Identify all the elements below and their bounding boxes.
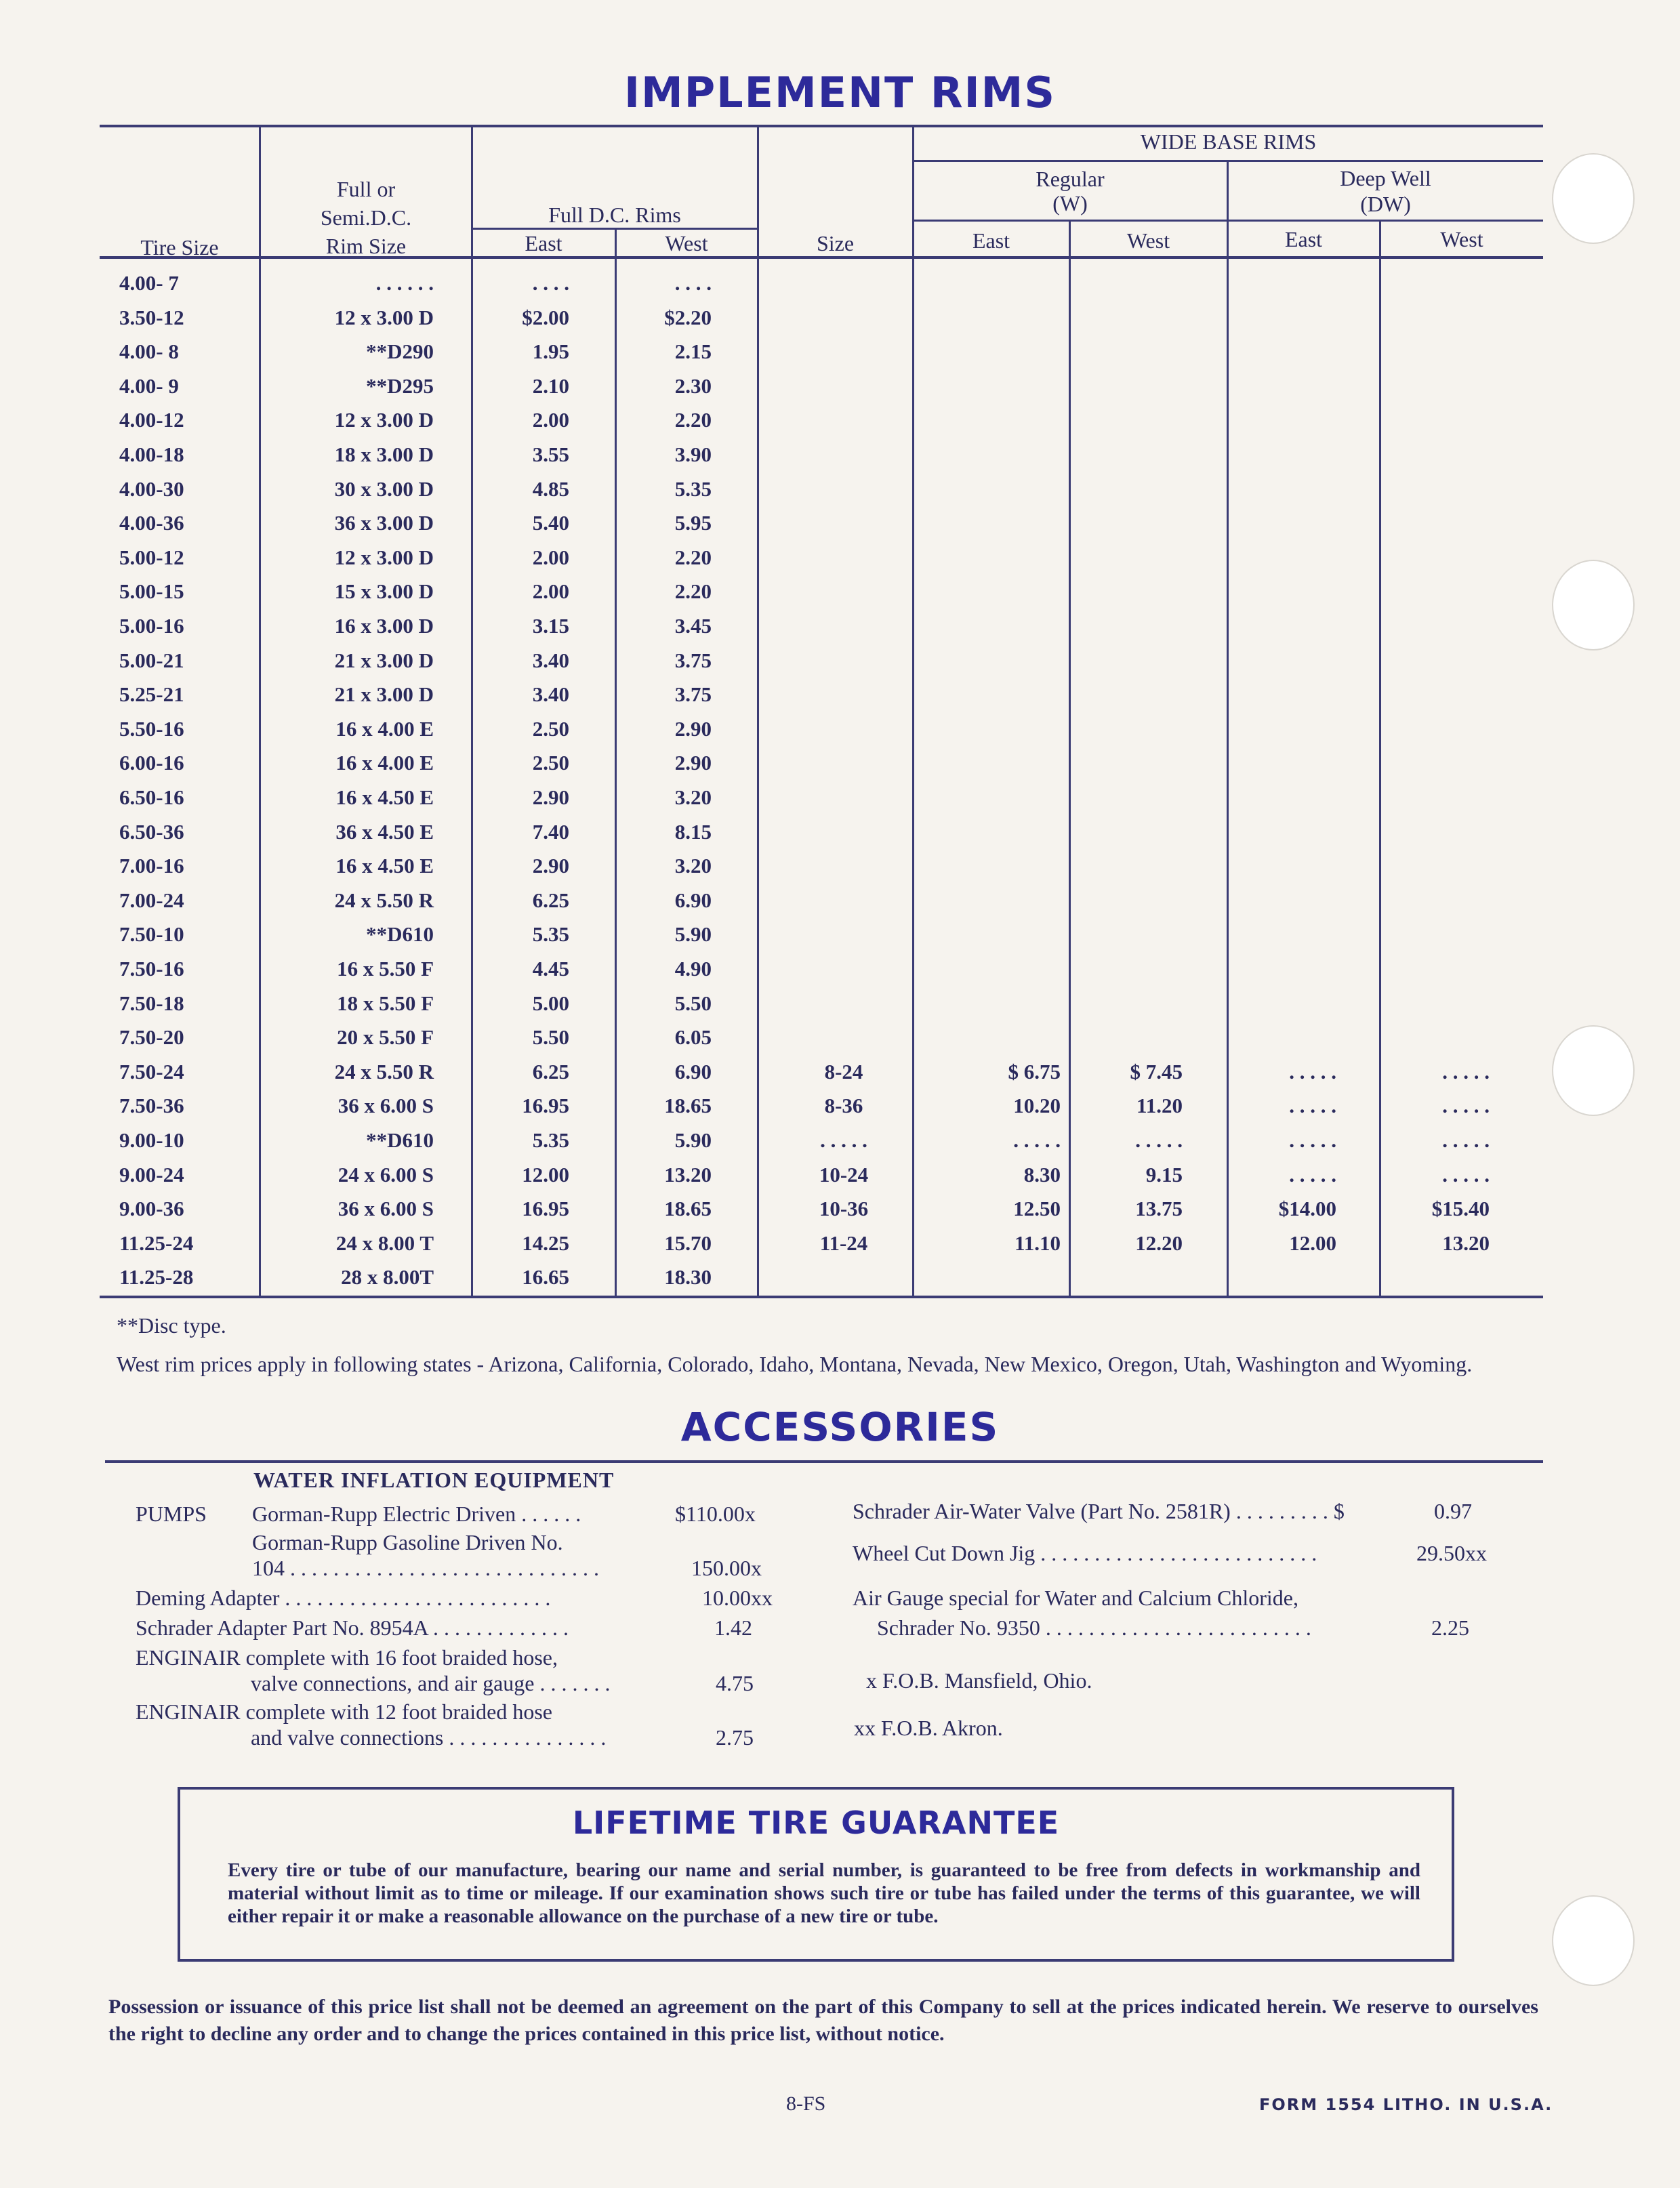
wide-base-size-cell: 10-36 <box>819 1197 869 1221</box>
air-gauge-price: 2.25 <box>1431 1615 1469 1640</box>
rim-size-cell: **D610 <box>366 922 434 947</box>
wide-base-size-cell: 10-24 <box>819 1162 869 1186</box>
tire-size-cell: 7.50-16 <box>119 957 184 981</box>
rim-size-cell: **D295 <box>366 373 434 398</box>
header-size: Size <box>816 231 855 255</box>
disclaimer-text: Possession or issuance of this price list shall not be deemed an agreement on the part of this Company to sell at the prices indicated herein. We reserve to ourselves the right to decline any order and to change the prices contained in this price list, without notice. <box>108 1996 1538 2045</box>
full-dc-east-cell: 2.10 <box>532 373 569 398</box>
rim-size-cell: 16 x 5.50 F <box>337 957 434 981</box>
rim-size-cell: 12 x 3.00 D <box>334 545 434 569</box>
tire-size-cell: 11.25-28 <box>119 1265 194 1289</box>
full-dc-west-cell: 5.90 <box>674 1128 712 1152</box>
header-regular-text: Regular (W) <box>1036 167 1105 215</box>
schrader-adapter-price: 1.42 <box>714 1615 752 1640</box>
regular-west-cell: $ 7.45 <box>1130 1059 1183 1083</box>
rim-size-cell: 24 x 5.50 R <box>334 888 434 912</box>
deep-well-east-cell: $14.00 <box>1278 1197 1336 1221</box>
tire-size-cell: 7.50-20 <box>119 1025 184 1050</box>
enginair-16-line2: valve connections, and air gauge . . . . . . . <box>251 1671 611 1695</box>
tire-size-cell: 9.00-10 <box>119 1128 184 1152</box>
wide-base-size-cell: 11-24 <box>819 1231 868 1255</box>
full-dc-east-cell: 2.00 <box>532 545 569 569</box>
col-divider-7 <box>1227 160 1229 1298</box>
full-dc-west-cell: 5.50 <box>674 991 712 1015</box>
full-dc-east-cell: 7.40 <box>532 819 569 844</box>
tire-size-cell: 3.50-12 <box>119 305 184 329</box>
schrader-adapter: Schrader Adapter Part No. 8954A . . . . . . . . . . . . . <box>136 1615 569 1640</box>
full-dc-east-cell: 16.95 <box>522 1094 569 1118</box>
rim-size-cell: . . . . . . <box>375 271 434 295</box>
tire-size-cell: 4.00-30 <box>119 476 184 501</box>
rim-size-cell: 36 x 6.00 S <box>337 1094 434 1118</box>
guarantee-text: Every tire or tube of our manufacture, bearing our name and serial number, is guaranteed to be free from defects in workmanship and material without limit as to time or mileage. If our examination shows such tire or tube has failed under the terms of this guarantee, we will either repair it or make a reasonable allowance on the purchase of a new tire or tube. <box>228 1859 1420 1927</box>
full-dc-west-cell: 5.35 <box>674 476 712 501</box>
full-dc-west-cell: 2.20 <box>674 579 712 604</box>
fob-akron: xx F.O.B. Akron. <box>854 1716 1003 1740</box>
full-dc-east-cell: 2.90 <box>532 785 569 809</box>
rim-size-cell: 24 x 5.50 R <box>334 1059 434 1083</box>
binder-hole-3 <box>1552 1025 1635 1116</box>
rim-size-cell: 24 x 6.00 S <box>337 1162 434 1186</box>
full-dc-west-cell: . . . . <box>674 271 712 295</box>
full-dc-east-cell: 3.15 <box>532 614 569 638</box>
col-divider-5 <box>912 126 914 1298</box>
accessories-title: ACCESSORIES <box>680 1404 1000 1450</box>
wheel-jig-price: 29.50xx <box>1416 1541 1487 1565</box>
col-divider-4 <box>757 126 759 1298</box>
regular-west-cell: 11.20 <box>1136 1094 1183 1118</box>
full-dc-west-cell: 18.30 <box>664 1265 712 1289</box>
full-dc-west-cell: 5.90 <box>674 922 712 947</box>
tire-size-cell: 7.50-24 <box>119 1059 184 1083</box>
col-divider-6 <box>1069 220 1071 1298</box>
tire-size-cell: 9.00-36 <box>119 1197 184 1221</box>
deep-well-east-cell: 12.00 <box>1289 1231 1336 1255</box>
full-dc-east-cell: 3.55 <box>532 442 569 466</box>
tire-size-cell: 4.00- 7 <box>119 271 179 295</box>
col-divider-1 <box>259 126 261 1298</box>
regular-east-cell: 12.50 <box>1013 1197 1061 1221</box>
table-bottom-rule <box>100 1296 1543 1298</box>
full-dc-east-cell: 5.50 <box>532 1025 569 1050</box>
header-deep-well-west: West <box>1440 227 1483 251</box>
regular-east-cell: 8.30 <box>1023 1162 1061 1186</box>
full-dc-east-cell: 14.25 <box>522 1231 569 1255</box>
full-dc-west-cell: 2.90 <box>674 716 712 741</box>
deep-well-west-cell: 13.20 <box>1442 1231 1490 1255</box>
full-dc-west-cell: 3.20 <box>674 785 712 809</box>
col-divider-2 <box>471 126 473 1298</box>
wheel-jig: Wheel Cut Down Jig . . . . . . . . . . . . . . . . . . . . . . . . . . <box>853 1541 1317 1565</box>
full-dc-west-cell: 8.15 <box>674 819 712 844</box>
tire-size-cell: 6.50-16 <box>119 785 184 809</box>
pump-electric-price: $110.00x <box>675 1502 756 1526</box>
regular-east-cell: $ 6.75 <box>1008 1059 1061 1083</box>
air-gauge-line2: Schrader No. 9350 . . . . . . . . . . . . . . . . . . . . . . . . . <box>877 1615 1311 1640</box>
binder-hole-1 <box>1552 153 1635 244</box>
tire-size-cell: 7.50-18 <box>119 991 184 1015</box>
enginair-16-line1: ENGINAIR complete with 16 foot braided hose, <box>136 1645 558 1670</box>
full-dc-east-cell: 16.95 <box>522 1197 569 1221</box>
full-dc-west-cell: 6.90 <box>674 1059 712 1083</box>
rim-size-cell: 21 x 3.00 D <box>334 682 434 707</box>
header-deep-well-east: East <box>1284 227 1323 251</box>
full-dc-east-cell: 3.40 <box>532 648 569 672</box>
tire-size-cell: 4.00-12 <box>119 408 184 432</box>
rim-size-cell: 36 x 6.00 S <box>337 1197 434 1221</box>
rim-size-cell: 16 x 4.50 E <box>335 785 434 809</box>
full-dc-east-cell: 12.00 <box>522 1162 569 1186</box>
full-dc-west-cell: 6.05 <box>674 1025 712 1050</box>
full-dc-west-cell: 4.90 <box>674 957 712 981</box>
deep-well-west-cell: . . . . . <box>1442 1059 1490 1083</box>
full-dc-west-cell: $2.20 <box>664 305 712 329</box>
rim-size-cell: 15 x 3.00 D <box>334 579 434 604</box>
rim-size-cell: **D290 <box>366 339 434 364</box>
full-dc-east-cell: 5.40 <box>532 511 569 535</box>
header-deep-well-text: Deep Well (DW) <box>1340 166 1431 216</box>
regular-east-cell: . . . . . <box>1013 1128 1061 1152</box>
tire-size-cell: 6.00-16 <box>119 751 184 775</box>
rim-size-cell: 24 x 8.00 T <box>335 1231 434 1255</box>
rim-size-cell: 16 x 3.00 D <box>334 614 434 638</box>
wide-base-size-cell: 8-36 <box>824 1094 863 1118</box>
guarantee-box <box>178 1787 1454 1962</box>
pump-electric: Gorman-Rupp Electric Driven . . . . . . <box>252 1502 581 1526</box>
pump-gasoline-line2: 104 . . . . . . . . . . . . . . . . . . . . . . . . . . . . . <box>252 1556 599 1580</box>
regular-east-cell: 11.10 <box>1014 1231 1061 1255</box>
full-dc-west-cell: 3.75 <box>674 682 712 707</box>
implement-rims-title: IMPLEMENT RIMS <box>623 68 1057 117</box>
page-number: 8-FS <box>786 2092 826 2115</box>
full-dc-west-cell: 2.30 <box>674 373 712 398</box>
header-rim-size-text: Full or Semi.D.C. Rim Size <box>320 177 412 258</box>
full-dc-west-cell: 3.75 <box>674 648 712 672</box>
fob-mansfield: x F.O.B. Mansfield, Ohio. <box>866 1668 1092 1693</box>
full-dc-west-cell: 5.95 <box>674 511 712 535</box>
regular-west-cell: 13.75 <box>1135 1197 1183 1221</box>
rim-size-cell: 20 x 5.50 F <box>337 1025 434 1050</box>
regular-west-cell: 12.20 <box>1135 1231 1183 1255</box>
header-regular-w <box>914 167 1227 215</box>
full-dc-east-cell: 1.95 <box>532 339 569 364</box>
full-dc-west-cell: 18.65 <box>664 1094 712 1118</box>
header-full-dc-east: East <box>525 231 562 255</box>
enginair-12-price: 2.75 <box>716 1725 754 1750</box>
deep-well-east-cell: . . . . . <box>1289 1059 1336 1083</box>
full-dc-east-cell: 2.00 <box>532 408 569 432</box>
header-regular-east: East <box>972 228 1010 253</box>
tire-size-cell: 4.00- 9 <box>119 373 179 398</box>
header-regular-west: West <box>1126 228 1170 253</box>
binder-hole-2 <box>1552 560 1635 651</box>
full-dc-east-cell: 2.50 <box>532 751 569 775</box>
tire-size-cell: 4.00-18 <box>119 442 184 466</box>
enginair-16-price: 4.75 <box>716 1671 754 1695</box>
deep-well-west-cell: . . . . . <box>1442 1162 1490 1186</box>
rim-size-cell: 12 x 3.00 D <box>334 305 434 329</box>
deep-well-west-cell: $15.40 <box>1431 1197 1490 1221</box>
form-note: FORM 1554 LITHO. IN U.S.A. <box>1259 2095 1553 2114</box>
tire-size-cell: 4.00- 8 <box>119 339 179 364</box>
full-dc-west-cell: 3.45 <box>674 614 712 638</box>
tire-size-cell: 5.00-21 <box>119 648 184 672</box>
full-dc-west-cell: 2.15 <box>674 339 712 364</box>
full-dc-west-cell: 3.20 <box>674 854 712 878</box>
wide-base-size-cell: . . . . . <box>820 1128 867 1152</box>
tire-size-cell: 7.00-16 <box>119 854 184 878</box>
water-inflation-heading: WATER INFLATION EQUIPMENT <box>253 1468 615 1492</box>
full-dc-east-cell: . . . . <box>532 271 569 295</box>
tire-size-cell: 7.00-24 <box>119 888 184 912</box>
pump-gasoline-line1: Gorman-Rupp Gasoline Driven No. <box>252 1530 563 1554</box>
full-dc-west-cell: 15.70 <box>664 1231 712 1255</box>
deep-well-east-cell: . . . . . <box>1289 1128 1336 1152</box>
deep-well-east-cell: . . . . . <box>1289 1094 1336 1118</box>
regular-west-cell: 9.15 <box>1145 1162 1183 1186</box>
enginair-12-line2: and valve connections . . . . . . . . . . . . . . . <box>251 1725 607 1750</box>
full-dc-east-cell: 5.35 <box>532 922 569 947</box>
rim-size-cell: 18 x 3.00 D <box>334 442 434 466</box>
rim-size-cell: 36 x 4.50 E <box>335 819 434 844</box>
wide-base-size-cell: 8-24 <box>824 1059 863 1083</box>
rim-size-cell: 16 x 4.00 E <box>335 751 434 775</box>
full-dc-east-cell: $2.00 <box>522 305 569 329</box>
schrader-valve: Schrader Air-Water Valve (Part No. 2581R) . . . . . . . . . $ <box>853 1499 1345 1523</box>
deep-well-east-cell: . . . . . <box>1289 1162 1336 1186</box>
full-dc-east-cell: 4.85 <box>532 476 569 501</box>
full-dc-east-cell: 6.25 <box>532 888 569 912</box>
full-dc-west-cell: 3.90 <box>674 442 712 466</box>
rim-size-cell: 28 x 8.00T <box>341 1265 434 1289</box>
full-dc-west-cell: 18.65 <box>664 1197 712 1221</box>
rim-size-cell: **D610 <box>366 1128 434 1152</box>
enginair-12-line1: ENGINAIR complete with 12 foot braided hose <box>136 1699 552 1724</box>
header-rim-size <box>261 175 471 260</box>
full-dc-west-cell: 6.90 <box>674 888 712 912</box>
tire-size-cell: 5.25-21 <box>119 682 184 707</box>
regular-west-cell: . . . . . <box>1135 1128 1183 1152</box>
rim-size-cell: 30 x 3.00 D <box>334 476 434 501</box>
header-full-dc-rims: Full D.C. Rims <box>548 203 681 227</box>
header-tire-size: Tire Size <box>140 235 219 260</box>
rim-size-cell: 12 x 3.00 D <box>334 408 434 432</box>
schrader-valve-price: 0.97 <box>1434 1499 1472 1523</box>
tire-size-cell: 5.50-16 <box>119 716 184 741</box>
full-dc-east-cell: 5.35 <box>532 1128 569 1152</box>
full-dc-east-cell: 5.00 <box>532 991 569 1015</box>
tire-size-cell: 5.00-15 <box>119 579 184 604</box>
header-deep-well-dw <box>1228 165 1543 217</box>
full-dc-west-cell: 2.20 <box>674 408 712 432</box>
full-dc-east-cell: 2.00 <box>532 579 569 604</box>
tire-size-cell: 11.25-24 <box>119 1231 194 1255</box>
disc-type-footnote: **Disc type. <box>117 1313 226 1338</box>
tire-size-cell: 5.00-12 <box>119 545 184 569</box>
header-wide-base-rims: WIDE BASE RIMS <box>1140 129 1317 154</box>
pumps-label: PUMPS <box>136 1502 207 1526</box>
tire-size-cell: 7.50-36 <box>119 1094 184 1118</box>
full-dc-east-cell: 16.65 <box>522 1265 569 1289</box>
tire-size-cell: 6.50-36 <box>119 819 184 844</box>
rim-size-cell: 36 x 3.00 D <box>334 511 434 535</box>
rim-size-cell: 16 x 4.00 E <box>335 716 434 741</box>
full-dc-east-cell: 3.40 <box>532 682 569 707</box>
tire-size-cell: 5.00-16 <box>119 614 184 638</box>
full-dc-east-cell: 2.50 <box>532 716 569 741</box>
deming-adapter-price: 10.00xx <box>702 1586 773 1610</box>
full-dc-west-cell: 2.20 <box>674 545 712 569</box>
accessories-rule <box>105 1460 1543 1463</box>
binder-hole-4 <box>1552 1895 1635 1986</box>
full-dc-east-cell: 2.90 <box>532 854 569 878</box>
full-dc-east-cell: 4.45 <box>532 957 569 981</box>
deming-adapter: Deming Adapter . . . . . . . . . . . . . . . . . . . . . . . . . <box>136 1586 551 1610</box>
rim-size-cell: 16 x 4.50 E <box>335 854 434 878</box>
rim-size-cell: 18 x 5.50 F <box>337 991 434 1015</box>
deep-well-west-cell: . . . . . <box>1442 1128 1490 1152</box>
west-rim-note: West rim prices apply in following states - Arizona, California, Colorado, Idaho, Montana, Nevada, New Mexico, Oregon, Utah, Washington and Wyoming. <box>117 1352 1473 1376</box>
tire-size-cell: 4.00-36 <box>119 511 184 535</box>
full-dc-west-cell: 13.20 <box>664 1162 712 1186</box>
full-dc-east-cell: 6.25 <box>532 1059 569 1083</box>
full-dc-west-cell: 2.90 <box>674 751 712 775</box>
air-gauge-line1: Air Gauge special for Water and Calcium Chloride, <box>853 1586 1298 1610</box>
deep-well-west-cell: . . . . . <box>1442 1094 1490 1118</box>
guarantee-title: LIFETIME TIRE GUARANTEE <box>572 1804 1060 1841</box>
tire-size-cell: 9.00-24 <box>119 1162 184 1186</box>
header-full-dc-west: West <box>665 231 708 255</box>
pump-gasoline-price: 150.00x <box>691 1556 762 1580</box>
rim-size-cell: 21 x 3.00 D <box>334 648 434 672</box>
regular-east-cell: 10.20 <box>1013 1094 1061 1118</box>
tire-size-cell: 7.50-10 <box>119 922 184 947</box>
